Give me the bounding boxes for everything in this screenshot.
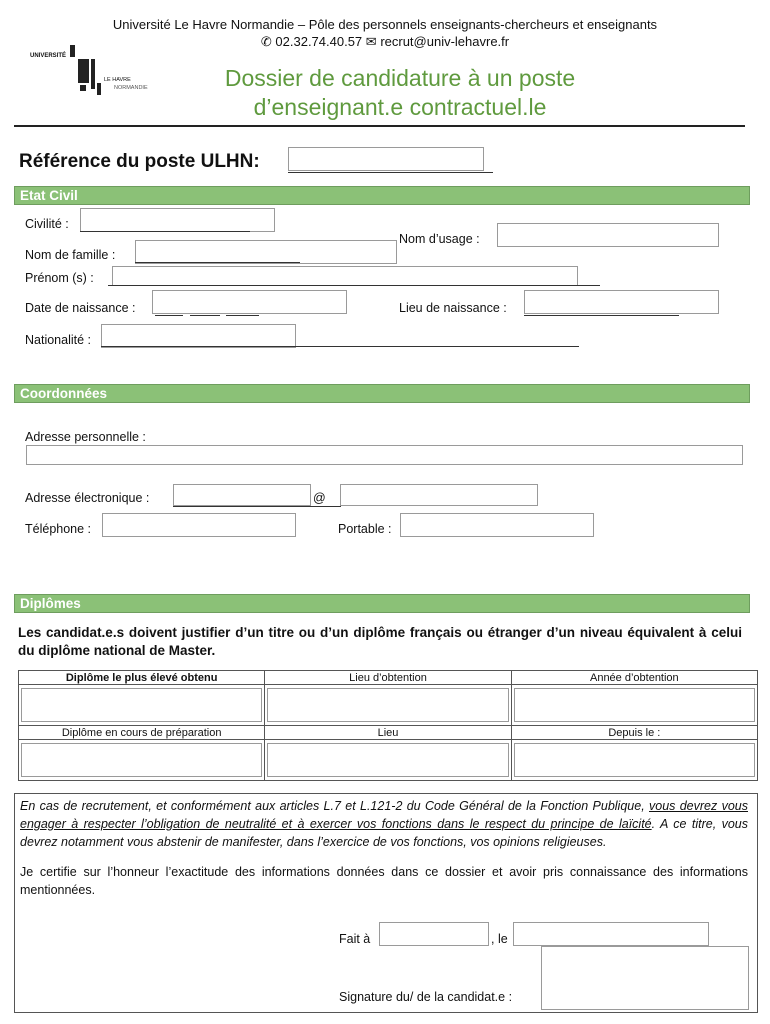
col-lieu: Lieu [265,726,511,740]
portable-label: Portable : [338,522,392,536]
header-line1: Université Le Havre Normandie – Pôle des personnels enseignants-chercheurs et enseignants [112,17,658,32]
section-diplomes: Diplômes [14,594,750,613]
prenom-label: Prénom (s) : [25,271,94,285]
col-diplome-obtenu: Diplôme le plus élevé obtenu [19,671,265,685]
col-annee-obtention: Année d’obtention [511,671,757,685]
signature-label: Signature du/ de la candidat.e : [339,990,513,1004]
lieu-obtention-input[interactable] [267,688,508,722]
nom-famille-label: Nom de famille : [25,248,116,262]
declaration-text-b: . A ce titre, vous devrez notamment vous abstenir de manifester, dans l’exercice de vos fonctions, vos opinions religieuses. [20,817,748,849]
email-user-input[interactable] [173,484,311,506]
header-divider [14,125,745,127]
lieu-naissance-input[interactable] [524,290,719,314]
nationalite-label: Nationalité : [25,333,92,347]
declaration-text-underlined: vous devrez vous engager à respecter l’obligation de neutralité et à exercer vos fonctions dans le respect du principe de laïcité [20,799,748,831]
col-depuis: Depuis le : [511,726,757,740]
phone-icon: ✆ [260,34,272,49]
section-coordonnees: Coordonnées [14,384,750,403]
logo-normandie: NORMANDIE [114,85,148,91]
adresse-input[interactable] [26,445,743,465]
date-naissance-label: Date de naissance : [25,301,136,315]
diplomes-table [18,670,758,781]
nationalite-input[interactable] [101,324,296,348]
nom-usage-input[interactable] [497,223,719,247]
diplome-preparation-input[interactable] [21,743,262,777]
fait-a-label: Fait à [339,932,371,946]
page-title-line1: Dossier de candidature à un poste [224,65,576,91]
col-lieu-obtention: Lieu d’obtention [265,671,511,685]
header-phone: 02.32.74.40.57 [275,34,363,49]
header-email: recrut@univ-lehavre.fr [380,34,510,49]
declaration-box [14,793,758,1013]
logo-le-havre: LE HAVRE [104,77,131,83]
adresse-label: Adresse personnelle : [25,430,146,444]
declaration-text-a: En cas de recrutement, et conformément aux articles L.7 et L.121-2 du Code Général de la Fonction Publique, [20,799,649,813]
depuis-input[interactable] [514,743,755,777]
civilite-label: Civilité : [25,217,69,231]
diplomes-note: Les candidat.e.s doivent justifier d’un titre ou d’un diplôme français ou étranger d’un niveau équivalent à celui du diplôme national de Master. [18,625,742,658]
lieu-input[interactable] [267,743,508,777]
signature-input[interactable] [541,946,749,1010]
declaration-paragraph [20,797,748,851]
page-title-line2: d’enseignant.e contractuel.le [253,94,547,120]
civilite-input[interactable] [80,208,275,232]
lieu-naissance-label: Lieu de naissance : [399,301,507,315]
email-at: @ [313,491,326,505]
telephone-input[interactable] [102,513,296,537]
email-label: Adresse électronique : [25,491,150,505]
reference-input[interactable] [288,147,484,171]
portable-input[interactable] [400,513,594,537]
prenom-input[interactable] [112,266,578,286]
date-le-label: , le [491,932,508,946]
col-diplome-preparation: Diplôme en cours de préparation [19,726,265,740]
nom-usage-label: Nom d’usage : [399,232,480,246]
mail-icon: ✉ [365,34,377,49]
diplome-obtenu-input[interactable] [21,688,262,722]
nom-famille-input[interactable] [135,240,397,264]
reference-label: Référence du poste ULHN: [19,151,260,172]
date-signature-input[interactable] [513,922,709,946]
date-naissance-input[interactable] [152,290,347,314]
fait-a-input[interactable] [379,922,489,946]
certification-paragraph: Je certifie sur l’honneur l’exactitude des informations données dans ce dossier et avoir pris connaissance des informations mentionnées. [20,865,748,897]
logo-universite: UNIVERSITÉ [30,53,67,59]
telephone-label: Téléphone : [25,522,92,536]
section-etat-civil: Etat Civil [14,186,750,205]
annee-obtention-input[interactable] [514,688,755,722]
email-domain-input[interactable] [340,484,538,506]
